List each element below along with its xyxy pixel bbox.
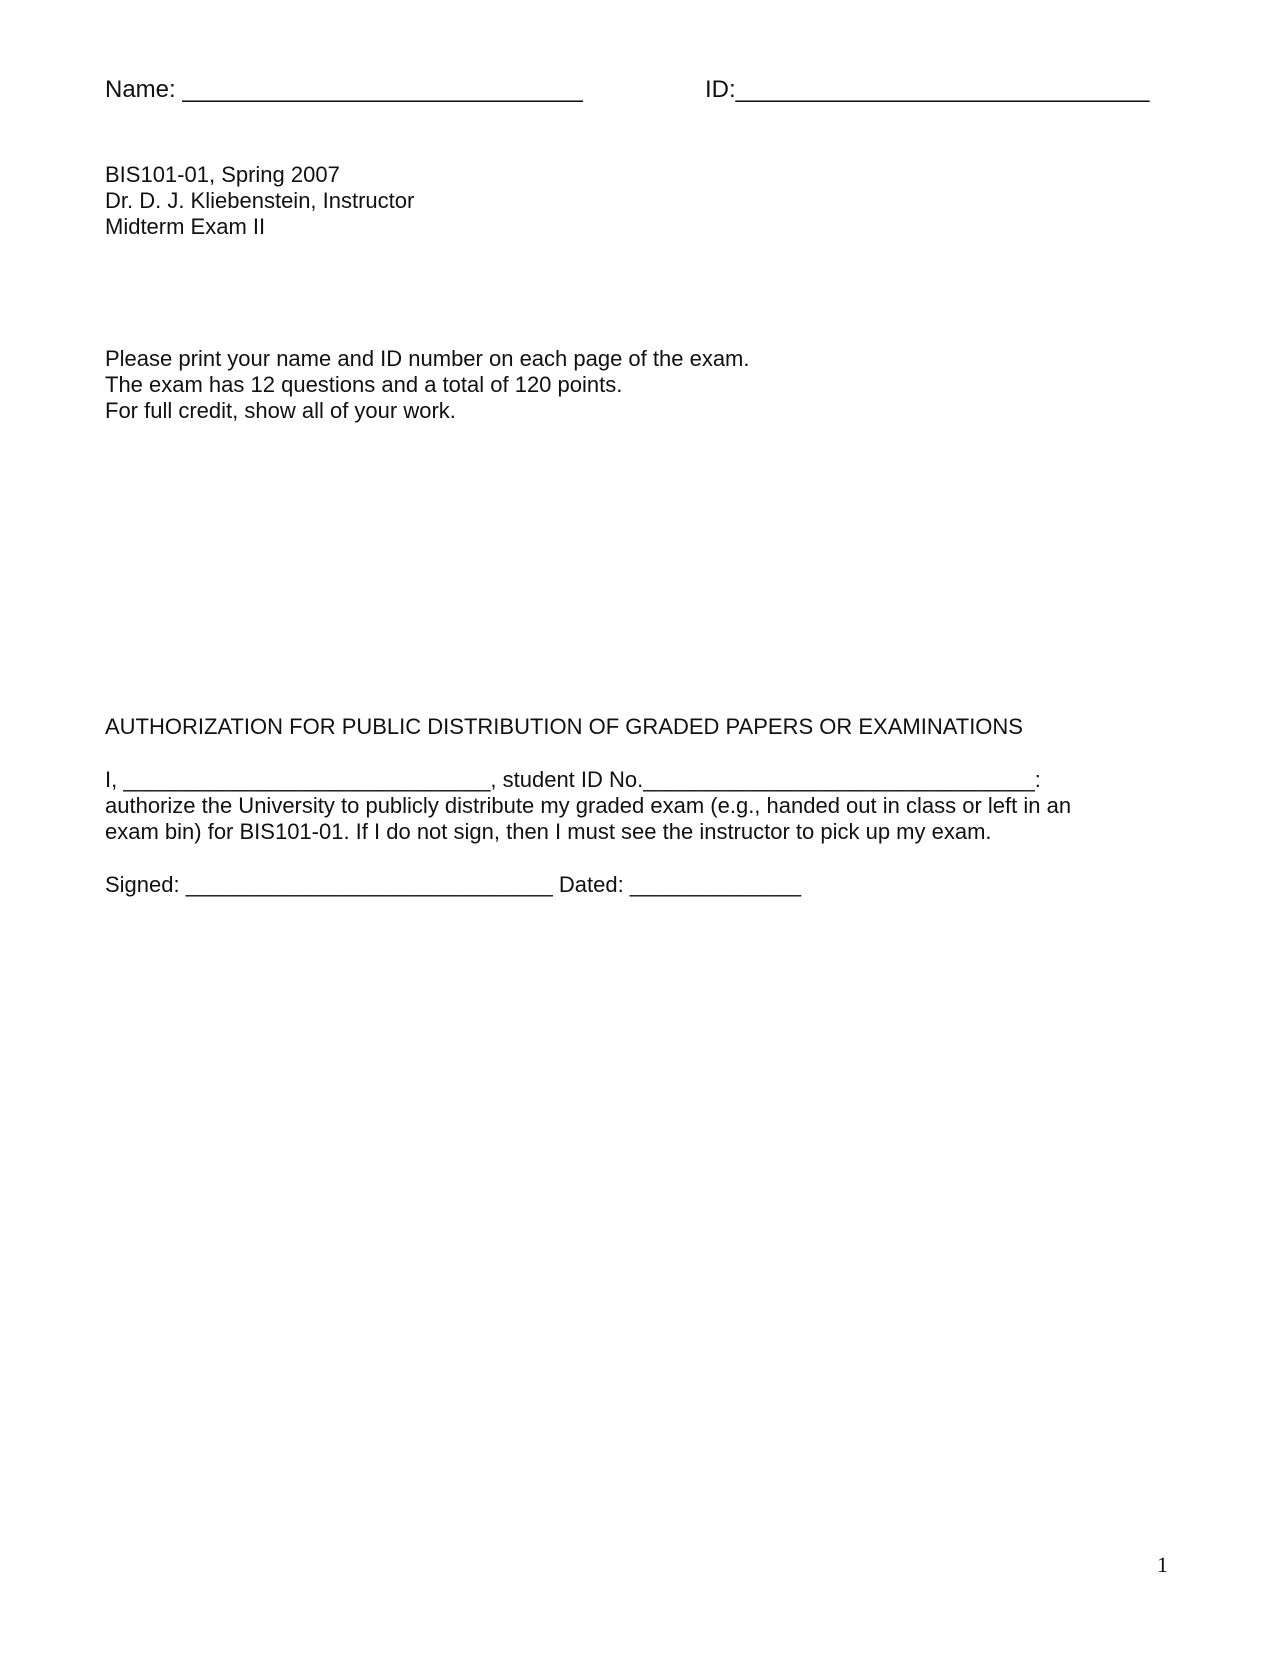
instruction-line: For full credit, show all of your work. xyxy=(105,398,456,423)
id-field[interactable]: ID:_______________________________ xyxy=(705,76,1150,103)
authorization-title: AUTHORIZATION FOR PUBLIC DISTRIBUTION OF GRADED PAPERS OR EXAMINATIONS xyxy=(105,714,1023,739)
signature-date-line[interactable]: Signed: ______________________________ Dated: ______________ xyxy=(105,872,802,897)
page-number: 1 xyxy=(1157,1552,1168,1577)
instruction-line: Please print your name and ID number on each page of the exam. xyxy=(105,346,750,371)
authorization-statement: authorize the University to publicly distribute my graded exam (e.g., handed out in class or left in an xyxy=(105,793,1072,818)
exam-title: Midterm Exam II xyxy=(105,214,266,239)
instruction-line: The exam has 12 questions and a total of 120 points. xyxy=(105,372,623,397)
authorization-statement: exam bin) for BIS101-01. If I do not sign, then I must see the instructor to pick up my exam. xyxy=(105,819,992,844)
instructor-name: Dr. D. J. Kliebenstein, Instructor xyxy=(105,188,415,213)
authorization-name-id-line[interactable]: I, ______________________________, student ID No.________________________________: xyxy=(105,767,1041,792)
course-title: BIS101-01, Spring 2007 xyxy=(105,162,340,187)
name-field[interactable]: Name: ______________________________ xyxy=(105,76,583,103)
